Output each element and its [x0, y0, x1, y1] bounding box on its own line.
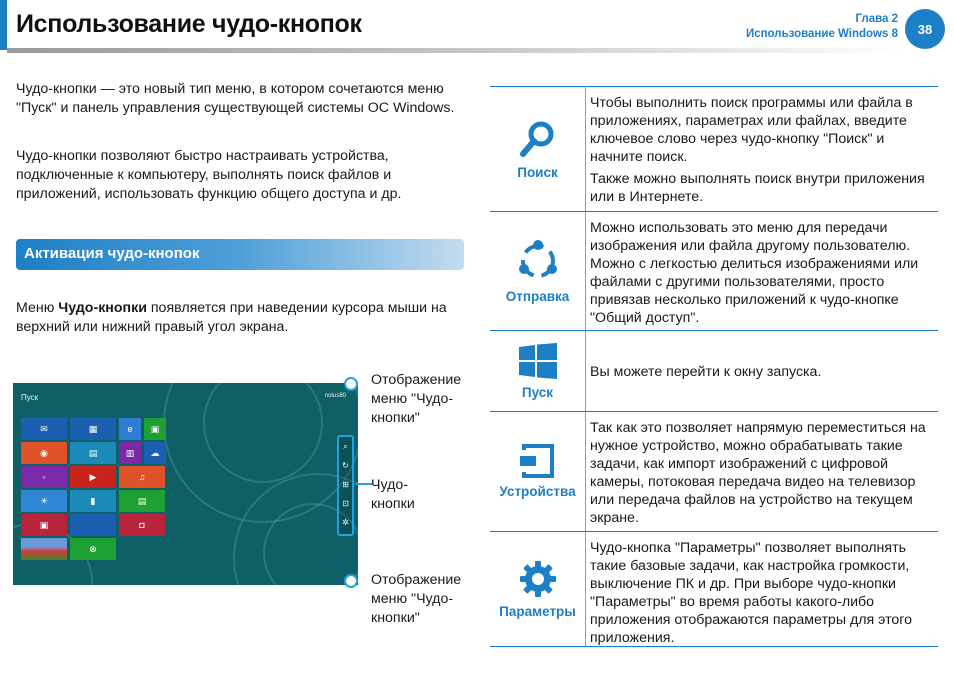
- activation-text-after: появляется при наведении курсора мыши на верхний или нижний правый угол экрана.: [16, 300, 447, 335]
- mail-tile: ✉: [21, 418, 67, 440]
- header-accent-bar: [0, 0, 7, 50]
- chapter-info: [746, 12, 898, 42]
- charm-icon-cell: [490, 412, 586, 531]
- page-number: 38: [905, 9, 945, 49]
- charm-row-devices: [490, 411, 938, 531]
- charm-label-start: Пуск: [521, 384, 554, 400]
- charm-settings-icon: ✲: [342, 518, 349, 527]
- charms-table: [490, 86, 938, 647]
- intro-paragraph-2: Чудо-кнопки позволяют быстро настраивать устройства, подключенные к компьютеру, выполнять поиск файлов и приложений, использовать функцию общего доступа и др.: [16, 148, 402, 202]
- charm-label-settings: Параметры: [499, 603, 576, 619]
- charm-callout-line: [356, 478, 372, 490]
- search-icon: [519, 119, 557, 159]
- weather-tile: ☀: [21, 490, 67, 512]
- messaging-tile: ▫: [21, 466, 67, 488]
- devices-icon: [520, 444, 556, 478]
- start-screen-user: notus80: [324, 393, 346, 399]
- charm-icon-cell: [490, 87, 586, 211]
- charm-row-share: [490, 211, 938, 330]
- intro-paragraph-1: Чудо-кнопки — это новый тип меню, в котором сочетаются меню "Пуск" и панель управления существующей системы ОС Windows.: [16, 81, 455, 116]
- charm-desc-settings: [586, 532, 938, 646]
- camera-tile: ◘: [119, 514, 165, 536]
- charm-row-start: [490, 330, 938, 411]
- calendar-tile: ▦: [70, 418, 116, 440]
- charm-search-icon: ⌕: [343, 442, 348, 451]
- charm-label-search: Поиск: [517, 164, 558, 180]
- charm-devices-icon: ⊡: [342, 499, 349, 508]
- desktop-tile: [70, 514, 116, 536]
- finance-tile: ▤: [119, 490, 165, 512]
- ie-tile: e: [119, 418, 141, 440]
- photo-flowers-tile: [21, 538, 67, 560]
- news-tile: ▣: [21, 514, 67, 536]
- section-heading: Активация чудо-кнопок: [16, 239, 464, 270]
- charm-desc-text: Можно использовать это меню для передачи изображения или файла другому пользователю. Можно с легкостью делиться изображениями или файлами с другими пользователями, просто привязав несколько приложений к чудо-кнопке "Общий доступ".: [590, 220, 919, 326]
- charm-desc-search: [586, 87, 938, 211]
- charm-icon-cell: [490, 532, 586, 646]
- charm-desc-share: [586, 212, 938, 330]
- top-corner-pointer: [344, 377, 358, 391]
- charm-desc-start: [586, 331, 938, 411]
- charm-desc-text: Также можно выполнять поиск внутри приложения или в Интернете.: [590, 171, 925, 205]
- charm-share-icon: ↻: [342, 461, 349, 470]
- charm-desc-text: Так как это позволяет напрямую переместиться на нужное устройство, можно обрабатывать такие задачи, как импорт изображений с цифровой камеры, потоковая передача видео на телевизор или передача файлов на устройство на текущем экране.: [590, 420, 926, 526]
- charm-bar: [337, 435, 354, 536]
- charm-start-icon: ⊞: [342, 480, 349, 489]
- charm-row-settings: [490, 531, 938, 647]
- bottom-corner-pointer: [344, 574, 358, 588]
- video-tile: ▶: [70, 466, 116, 488]
- photos-tile: ▤: [70, 442, 116, 464]
- activation-text-bold: Чудо-кнопки: [58, 300, 147, 316]
- charm-icon-cell: [490, 212, 586, 330]
- gear-icon: [519, 560, 557, 598]
- start-screen-title: Пуск: [21, 393, 39, 402]
- xbox-tile: ⊗: [70, 538, 116, 560]
- callout-top: Отображение меню "Чудо-кнопки": [371, 372, 462, 426]
- charm-desc-devices: [586, 412, 938, 531]
- charm-desc-text: Чтобы выполнить поиск программы или файла в приложениях, параметрах или файлах, введите ключевое слово через чудо-кнопку "Поиск" и начните поиск.: [590, 95, 913, 165]
- start-screen-screenshot: [13, 383, 358, 585]
- charm-label-devices: Устройства: [499, 484, 576, 499]
- share-icon: [516, 239, 560, 283]
- header-divider: [7, 48, 902, 53]
- chapter-title: Использование Windows 8: [745, 28, 898, 40]
- charm-icon-cell: [490, 331, 586, 411]
- charm-desc-text: Вы можете перейти к окну запуска.: [590, 363, 822, 380]
- activation-paragraph: [16, 299, 466, 337]
- charm-row-search: [490, 86, 938, 211]
- charm-label-share: Отправка: [505, 288, 570, 304]
- skydrive-tile: ☁: [144, 442, 166, 464]
- games-tile: ▥: [119, 442, 141, 464]
- chapter-label: Глава 2: [855, 13, 898, 25]
- maps-tile: ▮: [70, 490, 116, 512]
- store-tile: ▣: [144, 418, 166, 440]
- callout-middle: Чудо-кнопки: [371, 477, 415, 512]
- windows-icon: [519, 343, 557, 379]
- page-title: Использование чудо-кнопок: [16, 10, 362, 38]
- music-tile: ♫: [119, 466, 165, 488]
- charm-desc-text: Чудо-кнопка "Параметры" позволяет выполнять такие базовые задачи, как настройка громкости, выключение ПК и др. При выборе чудо-кнопки "Параметры" во время работы какого-либо приложения отображаются параметры для этого приложения.: [590, 540, 913, 646]
- activation-text-before: Меню: [16, 300, 59, 316]
- callout-bottom: Отображение меню "Чудо-кнопки": [371, 572, 462, 626]
- people-tile: ◉: [21, 442, 67, 464]
